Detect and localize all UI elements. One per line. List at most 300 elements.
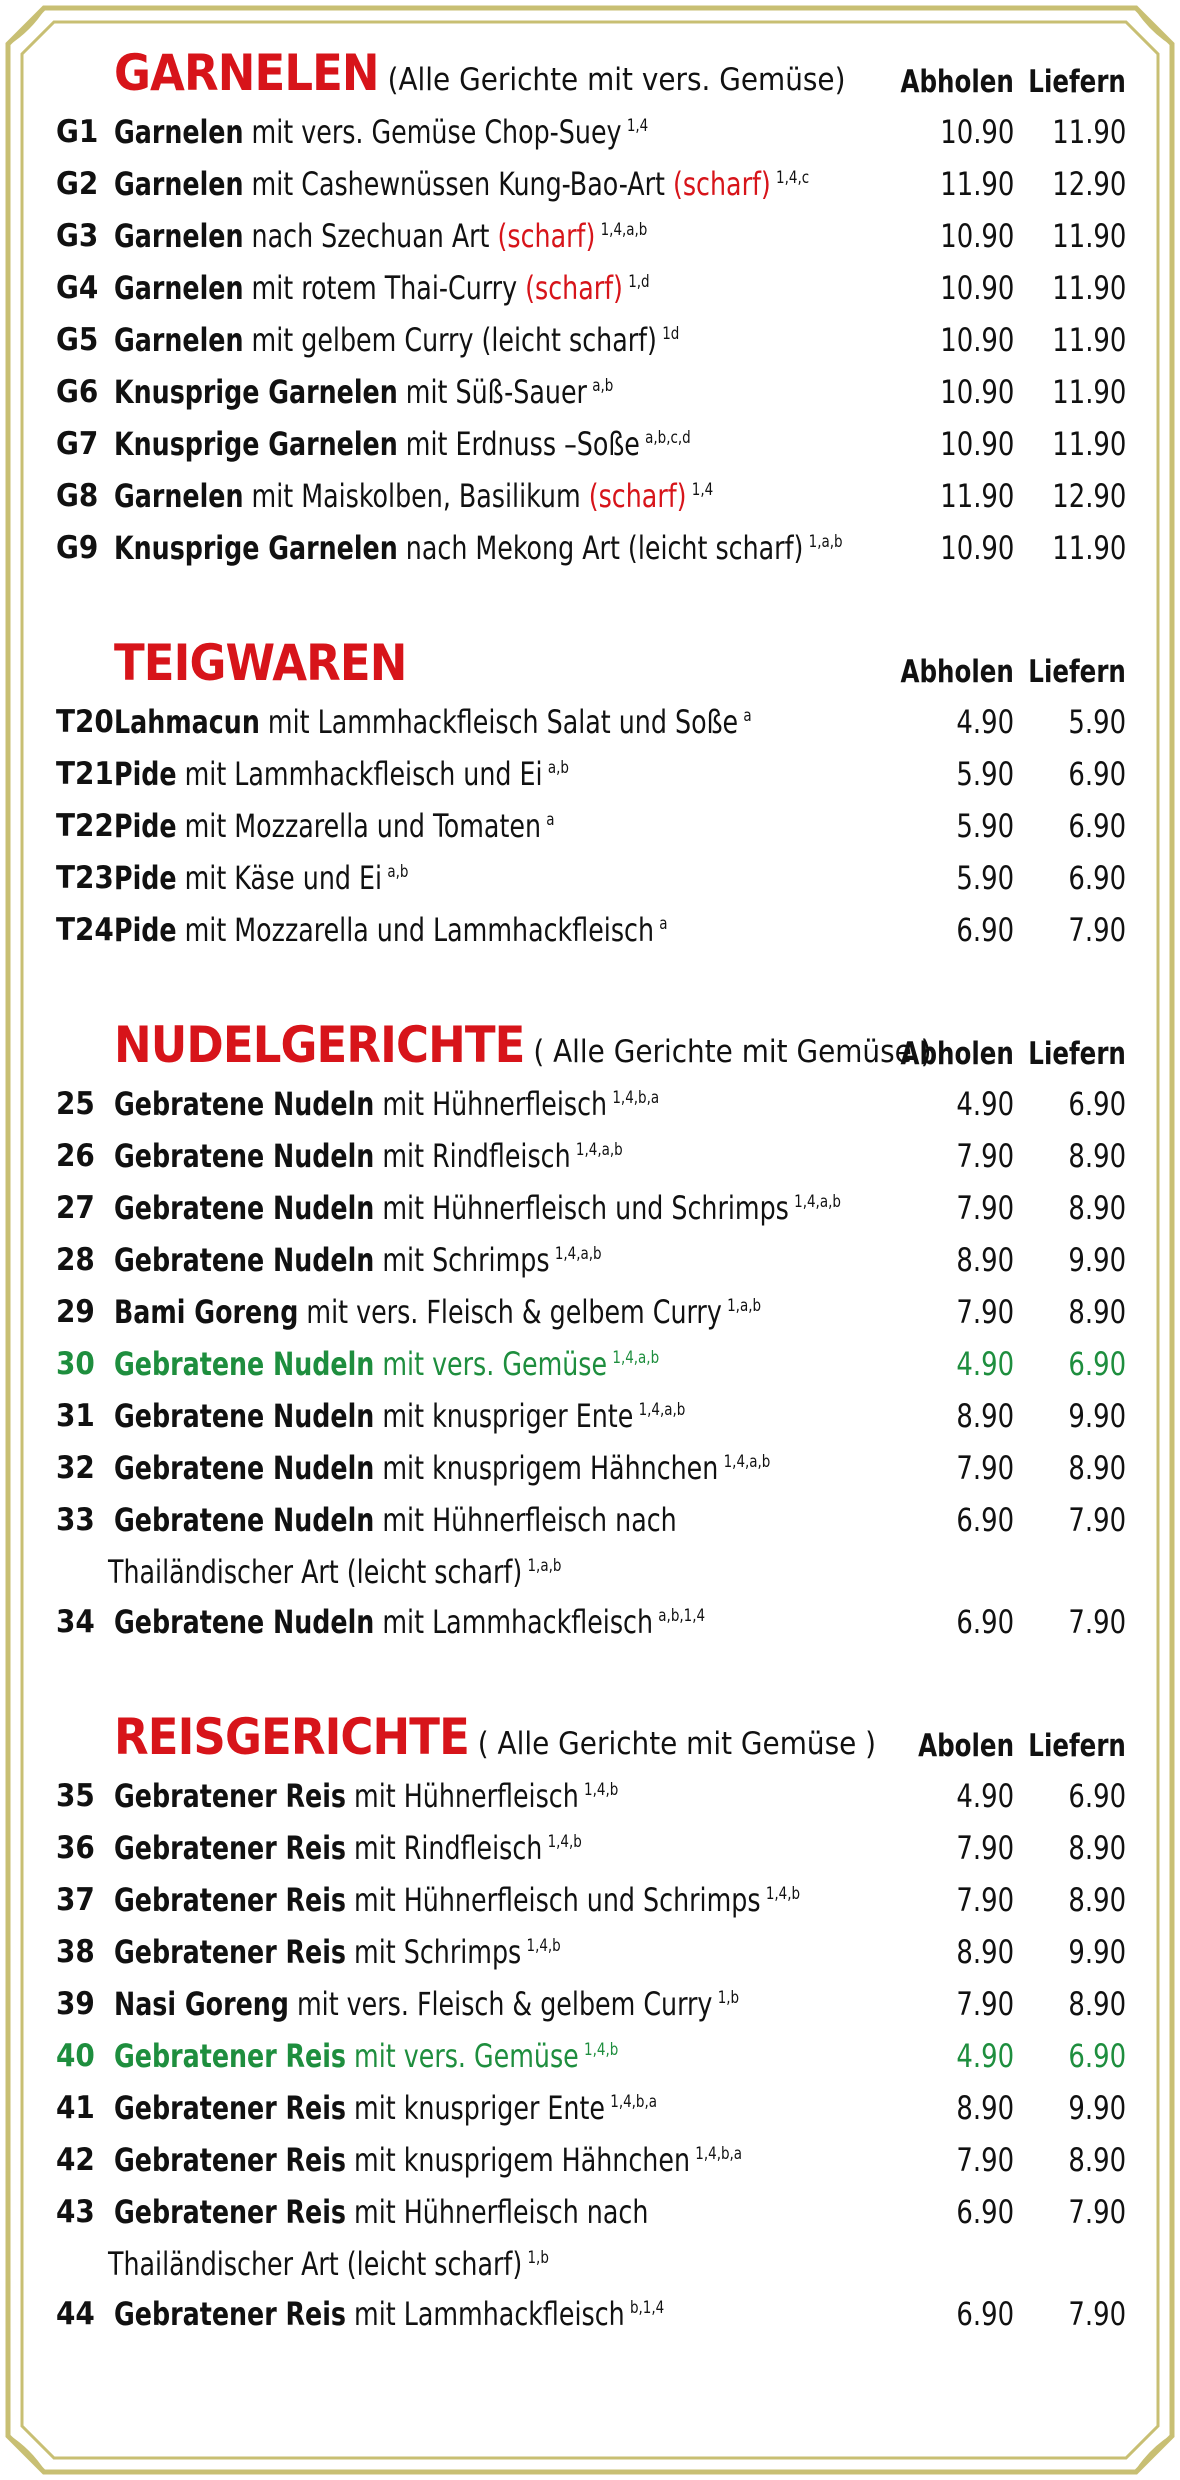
menu-item bbox=[56, 366, 1126, 418]
price-delivery: 9.90 bbox=[1068, 1933, 1126, 1971]
item-code: T23 bbox=[56, 860, 114, 896]
item-name: Bami Goreng bbox=[114, 1293, 299, 1331]
menu-item bbox=[56, 1182, 1126, 1234]
item-name: Gebratene Nudeln bbox=[114, 1449, 375, 1487]
item-code: 38 bbox=[56, 1934, 95, 1970]
item-name: Knusprige Garnelen bbox=[114, 425, 398, 463]
item-description bbox=[114, 1234, 602, 1286]
price-delivery: 8.90 bbox=[1068, 1293, 1126, 1331]
price-delivery: 8.90 bbox=[1068, 1189, 1126, 1227]
item-description bbox=[114, 1978, 739, 2030]
price-delivery: 6.90 bbox=[1068, 2037, 1126, 2075]
item-name: Nasi Goreng bbox=[114, 1985, 289, 2023]
menu-section bbox=[56, 36, 1126, 574]
menu-section bbox=[56, 1700, 1126, 2340]
column-header-delivery: Liefern bbox=[1028, 64, 1126, 100]
allergen-codes: 1,4,b,a bbox=[610, 2092, 658, 2112]
price-pickup: 7.90 bbox=[956, 1137, 1014, 1175]
item-name: Garnelen bbox=[114, 321, 244, 359]
menu-item bbox=[56, 418, 1126, 470]
item-text: mit Rindfleisch bbox=[374, 1137, 571, 1175]
item-description bbox=[114, 366, 613, 418]
item-name: Gebratene Nudeln bbox=[114, 1241, 375, 1279]
item-name: Gebratene Nudeln bbox=[114, 1189, 375, 1227]
price-delivery: 8.90 bbox=[1068, 1829, 1126, 1867]
item-description bbox=[114, 2082, 657, 2134]
menu-item bbox=[56, 852, 1126, 904]
item-description bbox=[114, 1494, 677, 1546]
item-text: mit rotem Thai-Curry bbox=[243, 269, 526, 307]
item-code: G9 bbox=[56, 530, 99, 566]
item-description bbox=[114, 1182, 841, 1234]
price-pickup: 10.90 bbox=[939, 373, 1014, 411]
allergen-codes: 1,a,b bbox=[527, 1556, 562, 1576]
item-description-continued bbox=[108, 1546, 561, 1598]
column-header-pickup: Abholen bbox=[900, 64, 1014, 100]
allergen-codes: 1,4,a,b bbox=[723, 1452, 771, 1472]
spicy-label: (scharf) bbox=[672, 165, 771, 203]
item-text: mit Hühnerfleisch nach bbox=[374, 1501, 677, 1539]
menu-item bbox=[56, 2134, 1126, 2186]
price-pickup: 6.90 bbox=[956, 911, 1014, 949]
item-code: 33 bbox=[56, 1502, 95, 1538]
section-header bbox=[56, 1008, 1126, 1078]
price-delivery: 11.90 bbox=[1051, 529, 1126, 567]
item-description bbox=[114, 1442, 770, 1494]
price-pickup: 8.90 bbox=[956, 1397, 1014, 1435]
menu-item bbox=[56, 1390, 1126, 1442]
price-delivery: 7.90 bbox=[1068, 2295, 1126, 2333]
price-delivery: 6.90 bbox=[1068, 1777, 1126, 1815]
item-description bbox=[114, 2030, 618, 2082]
menu-item bbox=[56, 1978, 1126, 2030]
item-code: 42 bbox=[56, 2142, 95, 2178]
allergen-codes: 1,4,b bbox=[765, 1884, 801, 1904]
allergen-codes: a,b bbox=[592, 376, 614, 396]
section-note: ( Alle Gerichte mit Gemüse ) bbox=[524, 1034, 932, 1070]
menu-item bbox=[56, 106, 1126, 158]
allergen-codes: 1,4,b bbox=[526, 1936, 561, 1956]
item-description bbox=[114, 1130, 623, 1182]
item-text: mit Hühnerfleisch bbox=[346, 1777, 579, 1815]
price-delivery: 11.90 bbox=[1051, 321, 1126, 359]
price-pickup: 7.90 bbox=[956, 1829, 1014, 1867]
column-header-pickup: Abolen bbox=[918, 1728, 1014, 1764]
allergen-codes: 1,4,b bbox=[584, 1780, 619, 1800]
allergen-codes: 1,a,b bbox=[808, 532, 843, 552]
section-title-text: REISGERICHTE bbox=[114, 1708, 469, 1766]
item-text: mit knuspriger Ente bbox=[374, 1397, 634, 1435]
price-pickup: 6.90 bbox=[956, 1501, 1014, 1539]
item-name: Gebratener Reis bbox=[114, 2193, 347, 2231]
price-pickup: 10.90 bbox=[939, 217, 1014, 255]
allergen-codes: 1d bbox=[662, 324, 680, 344]
menu-item bbox=[56, 1770, 1126, 1822]
menu-item bbox=[56, 1874, 1126, 1926]
item-name: Garnelen bbox=[114, 269, 244, 307]
item-code: G8 bbox=[56, 478, 99, 514]
price-delivery: 11.90 bbox=[1051, 425, 1126, 463]
menu-item bbox=[56, 696, 1126, 748]
price-pickup: 6.90 bbox=[956, 2193, 1014, 2231]
section-header bbox=[56, 1700, 1126, 1770]
allergen-codes: 1,4 bbox=[626, 116, 649, 136]
item-text: mit vers. Gemüse Chop-Suey bbox=[243, 113, 622, 151]
section-title bbox=[114, 634, 407, 692]
allergen-codes: 1,4,b bbox=[584, 2040, 619, 2060]
menu-section bbox=[56, 1008, 1126, 1648]
item-text: mit Hühnerfleisch nach bbox=[346, 2193, 649, 2231]
price-delivery: 8.90 bbox=[1068, 1985, 1126, 2023]
item-text: mit Käse und Ei bbox=[176, 859, 383, 897]
item-text: mit Maiskolben, Basilikum bbox=[243, 477, 589, 515]
item-code: 25 bbox=[56, 1086, 95, 1122]
item-code: 28 bbox=[56, 1242, 95, 1278]
price-pickup: 4.90 bbox=[956, 2037, 1014, 2075]
item-code: 41 bbox=[56, 2090, 95, 2126]
menu-item bbox=[56, 1078, 1126, 1130]
menu-item bbox=[56, 1926, 1126, 1978]
item-description bbox=[114, 2186, 648, 2238]
price-delivery: 12.90 bbox=[1051, 165, 1126, 203]
item-text: mit Erdnuss –Soße bbox=[397, 425, 640, 463]
item-text: mit knuspriger Ente bbox=[346, 2089, 605, 2127]
item-code: 29 bbox=[56, 1294, 95, 1330]
item-name: Gebratene Nudeln bbox=[114, 1137, 375, 1175]
menu-item bbox=[56, 1234, 1126, 1286]
allergen-codes: 1,4,a,b bbox=[600, 220, 648, 240]
item-name: Pide bbox=[114, 807, 177, 845]
allergen-codes: 1,b bbox=[527, 2248, 549, 2268]
price-pickup: 7.90 bbox=[956, 1985, 1014, 2023]
item-description bbox=[114, 696, 752, 748]
allergen-codes: a bbox=[659, 914, 668, 934]
item-description bbox=[114, 1078, 659, 1130]
item-description bbox=[114, 904, 668, 956]
item-name: Gebratene Nudeln bbox=[114, 1603, 375, 1641]
price-pickup: 5.90 bbox=[956, 859, 1014, 897]
price-delivery: 6.90 bbox=[1068, 1345, 1126, 1383]
item-code: G1 bbox=[56, 114, 99, 150]
item-description bbox=[114, 1390, 685, 1442]
item-name: Lahmacun bbox=[114, 703, 260, 741]
allergen-codes: b,1,4 bbox=[629, 2298, 665, 2318]
price-delivery: 6.90 bbox=[1068, 755, 1126, 793]
menu-item bbox=[56, 470, 1126, 522]
item-code: 43 bbox=[56, 2194, 95, 2230]
spicy-label: (scharf) bbox=[497, 217, 596, 255]
item-name: Garnelen bbox=[114, 217, 244, 255]
item-text: Thailändischer Art (leicht scharf) bbox=[108, 1553, 523, 1591]
menu-item bbox=[56, 1338, 1126, 1390]
item-text: mit Cashewnüssen Kung-Bao-Art bbox=[243, 165, 673, 203]
section-title bbox=[114, 1708, 876, 1766]
price-pickup: 6.90 bbox=[956, 2295, 1014, 2333]
item-code: 34 bbox=[56, 1604, 95, 1640]
item-text: nach Mekong Art (leicht scharf) bbox=[397, 529, 804, 567]
menu-item bbox=[56, 262, 1126, 314]
item-text: mit Mozzarella und Tomaten bbox=[176, 807, 542, 845]
allergen-codes: a,b,c,d bbox=[645, 428, 691, 448]
allergen-codes: a,b bbox=[547, 758, 569, 778]
spicy-label: (scharf) bbox=[588, 477, 687, 515]
item-description bbox=[114, 800, 555, 852]
item-description-continued bbox=[108, 2238, 549, 2290]
menu-item bbox=[56, 158, 1126, 210]
allergen-codes: 1,a,b bbox=[727, 1296, 762, 1316]
item-description bbox=[114, 2288, 664, 2340]
item-name: Gebratene Nudeln bbox=[114, 1345, 375, 1383]
price-pickup: 11.90 bbox=[939, 477, 1014, 515]
item-code: 36 bbox=[56, 1830, 95, 1866]
section-header bbox=[56, 36, 1126, 106]
item-text: mit Hühnerfleisch und Schrimps bbox=[346, 1881, 761, 1919]
menu-item bbox=[56, 1596, 1126, 1648]
item-description bbox=[114, 1770, 618, 1822]
price-pickup: 6.90 bbox=[956, 1603, 1014, 1641]
item-code: G4 bbox=[56, 270, 99, 306]
price-delivery: 9.90 bbox=[1068, 2089, 1126, 2127]
item-name: Gebratener Reis bbox=[114, 1829, 347, 1867]
allergen-codes: 1,4,a,b bbox=[638, 1400, 686, 1420]
section-title bbox=[114, 1016, 932, 1074]
price-delivery: 11.90 bbox=[1051, 269, 1126, 307]
price-pickup: 11.90 bbox=[939, 165, 1014, 203]
price-pickup: 7.90 bbox=[956, 1293, 1014, 1331]
item-code: G3 bbox=[56, 218, 99, 254]
menu-item bbox=[56, 2186, 1126, 2238]
item-text: mit Lammhackfleisch Salat und Soße bbox=[259, 703, 739, 741]
menu-item bbox=[56, 210, 1126, 262]
price-delivery: 7.90 bbox=[1068, 1603, 1126, 1641]
price-delivery: 9.90 bbox=[1068, 1397, 1126, 1435]
price-delivery: 5.90 bbox=[1068, 703, 1126, 741]
item-text: mit Hühnerfleisch bbox=[374, 1085, 608, 1123]
item-code: 35 bbox=[56, 1778, 95, 1814]
item-name: Gebratene Nudeln bbox=[114, 1501, 375, 1539]
item-description bbox=[114, 1874, 800, 1926]
item-name: Gebratener Reis bbox=[114, 1933, 347, 1971]
item-code: 32 bbox=[56, 1450, 95, 1486]
price-pickup: 8.90 bbox=[956, 1241, 1014, 1279]
item-code: 40 bbox=[56, 2038, 95, 2074]
item-code: 39 bbox=[56, 1986, 95, 2022]
price-delivery: 9.90 bbox=[1068, 1241, 1126, 1279]
item-description bbox=[114, 158, 809, 210]
item-description bbox=[114, 470, 713, 522]
item-name: Gebratener Reis bbox=[114, 1777, 347, 1815]
allergen-codes: 1,4,b,a bbox=[612, 1088, 660, 1108]
price-delivery: 6.90 bbox=[1068, 859, 1126, 897]
item-text: mit Schrimps bbox=[374, 1241, 550, 1279]
item-text: nach Szechuan Art bbox=[243, 217, 498, 255]
item-text: mit Lammhackfleisch und Ei bbox=[176, 755, 543, 793]
menu-content bbox=[56, 36, 1126, 2392]
item-description bbox=[114, 1822, 582, 1874]
price-pickup: 4.90 bbox=[956, 703, 1014, 741]
item-text: mit knusprigem Hähnchen bbox=[346, 2141, 691, 2179]
price-delivery: 12.90 bbox=[1051, 477, 1126, 515]
item-text: mit Schrimps bbox=[346, 1933, 522, 1971]
price-delivery: 11.90 bbox=[1051, 217, 1126, 255]
price-delivery: 8.90 bbox=[1068, 2141, 1126, 2179]
allergen-codes: 1,4 bbox=[691, 480, 714, 500]
allergen-codes: 1,4,a,b bbox=[554, 1244, 602, 1264]
allergen-codes: 1,4,b bbox=[547, 1832, 582, 1852]
item-name: Garnelen bbox=[114, 165, 244, 203]
price-delivery: 7.90 bbox=[1068, 911, 1126, 949]
allergen-codes: 1,4,a,b bbox=[575, 1140, 623, 1160]
item-code: G7 bbox=[56, 426, 99, 462]
item-description bbox=[114, 852, 408, 904]
item-code: G2 bbox=[56, 166, 99, 202]
price-pickup: 7.90 bbox=[956, 1449, 1014, 1487]
price-pickup: 8.90 bbox=[956, 1933, 1014, 1971]
item-text: mit Mozzarella und Lammhackfleisch bbox=[176, 911, 655, 949]
item-description bbox=[114, 262, 650, 314]
price-pickup: 10.90 bbox=[939, 425, 1014, 463]
item-code: G6 bbox=[56, 374, 99, 410]
item-name: Pide bbox=[114, 859, 177, 897]
item-code: 27 bbox=[56, 1190, 95, 1226]
item-name: Knusprige Garnelen bbox=[114, 373, 398, 411]
price-delivery: 8.90 bbox=[1068, 1449, 1126, 1487]
price-delivery: 11.90 bbox=[1051, 113, 1126, 151]
item-name: Gebratener Reis bbox=[114, 1881, 347, 1919]
price-pickup: 7.90 bbox=[956, 1881, 1014, 1919]
item-description bbox=[114, 210, 647, 262]
item-text: mit gelbem Curry (leicht scharf) bbox=[243, 321, 657, 359]
item-code: T20 bbox=[56, 704, 114, 740]
column-header-pickup: Abholen bbox=[900, 1036, 1014, 1072]
price-delivery: 8.90 bbox=[1068, 1137, 1126, 1175]
item-code: 30 bbox=[56, 1346, 95, 1382]
item-name: Garnelen bbox=[114, 477, 244, 515]
item-text: mit Lammhackfleisch bbox=[346, 2295, 625, 2333]
item-code: T21 bbox=[56, 756, 114, 792]
section-header bbox=[56, 626, 1126, 696]
item-text: Thailändischer Art (leicht scharf) bbox=[108, 2245, 523, 2283]
menu-item bbox=[56, 748, 1126, 800]
section-title-text: TEIGWAREN bbox=[114, 634, 407, 692]
item-text: mit Hühnerfleisch und Schrimps bbox=[374, 1189, 789, 1227]
item-text: mit vers. Fleisch & gelbem Curry bbox=[288, 1985, 713, 2023]
price-pickup: 5.90 bbox=[956, 755, 1014, 793]
item-description bbox=[114, 418, 691, 470]
spicy-label: (scharf) bbox=[525, 269, 623, 307]
allergen-codes: a,b,1,4 bbox=[658, 1606, 706, 1626]
allergen-codes: 1,4,b,a bbox=[695, 2144, 743, 2164]
item-description bbox=[114, 1926, 561, 1978]
allergen-codes: a bbox=[546, 810, 555, 830]
item-code: 44 bbox=[56, 2296, 95, 2332]
price-pickup: 10.90 bbox=[939, 321, 1014, 359]
price-pickup: 5.90 bbox=[956, 807, 1014, 845]
price-delivery: 8.90 bbox=[1068, 1881, 1126, 1919]
menu-item bbox=[56, 904, 1126, 956]
allergen-codes: a,b bbox=[387, 862, 409, 882]
item-code: 31 bbox=[56, 1398, 95, 1434]
item-name: Pide bbox=[114, 755, 177, 793]
menu-item bbox=[56, 2288, 1126, 2340]
allergen-codes: 1,4,a,b bbox=[612, 1348, 660, 1368]
item-text: mit vers. Gemüse bbox=[374, 1345, 608, 1383]
section-title-text: NUDELGERICHTE bbox=[114, 1016, 525, 1074]
item-code: T24 bbox=[56, 912, 114, 948]
allergen-codes: 1,b bbox=[717, 1988, 740, 2008]
item-name: Pide bbox=[114, 911, 177, 949]
item-text: mit vers. Fleisch & gelbem Curry bbox=[298, 1293, 722, 1331]
menu-item-continuation bbox=[56, 2238, 1126, 2288]
price-pickup: 4.90 bbox=[956, 1085, 1014, 1123]
price-pickup: 4.90 bbox=[956, 1345, 1014, 1383]
item-name: Gebratene Nudeln bbox=[114, 1397, 375, 1435]
menu-item bbox=[56, 1286, 1126, 1338]
item-name: Gebratener Reis bbox=[114, 2037, 347, 2075]
price-delivery: 6.90 bbox=[1068, 807, 1126, 845]
column-header-delivery: Liefern bbox=[1028, 1728, 1126, 1764]
menu-item-continuation bbox=[56, 1546, 1126, 1596]
menu-item bbox=[56, 800, 1126, 852]
item-code: T22 bbox=[56, 808, 114, 844]
menu-item bbox=[56, 314, 1126, 366]
item-code: 26 bbox=[56, 1138, 95, 1174]
price-delivery: 11.90 bbox=[1051, 373, 1126, 411]
menu-item bbox=[56, 522, 1126, 574]
price-pickup: 10.90 bbox=[939, 269, 1014, 307]
section-note: ( Alle Gerichte mit Gemüse ) bbox=[468, 1726, 877, 1762]
item-name: Gebratener Reis bbox=[114, 2295, 347, 2333]
item-description bbox=[114, 522, 843, 574]
price-pickup: 4.90 bbox=[956, 1777, 1014, 1815]
menu-item bbox=[56, 2030, 1126, 2082]
price-pickup: 8.90 bbox=[956, 2089, 1014, 2127]
menu-item bbox=[56, 1494, 1126, 1546]
price-delivery: 7.90 bbox=[1068, 2193, 1126, 2231]
item-text: mit knusprigem Hähnchen bbox=[374, 1449, 719, 1487]
item-description bbox=[114, 2134, 742, 2186]
item-description bbox=[114, 106, 648, 158]
item-description bbox=[114, 1596, 705, 1648]
item-description bbox=[114, 1286, 761, 1338]
item-text: mit Süß-Sauer bbox=[397, 373, 587, 411]
price-pickup: 7.90 bbox=[956, 1189, 1014, 1227]
item-name: Garnelen bbox=[114, 113, 244, 151]
allergen-codes: 1,4,a,b bbox=[794, 1192, 841, 1212]
item-description bbox=[114, 1338, 659, 1390]
item-text: mit Lammhackfleisch bbox=[374, 1603, 654, 1641]
item-name: Gebratene Nudeln bbox=[114, 1085, 375, 1123]
menu-item bbox=[56, 1130, 1126, 1182]
section-note: (Alle Gerichte mit vers. Gemüse) bbox=[378, 62, 846, 98]
item-code: G5 bbox=[56, 322, 99, 358]
price-pickup: 10.90 bbox=[939, 529, 1014, 567]
menu-section bbox=[56, 626, 1126, 956]
item-text: mit Rindfleisch bbox=[346, 1829, 543, 1867]
item-description bbox=[114, 314, 679, 366]
price-delivery: 7.90 bbox=[1068, 1501, 1126, 1539]
item-description bbox=[114, 748, 569, 800]
allergen-codes: a bbox=[743, 706, 752, 726]
allergen-codes: 1,4,c bbox=[776, 168, 810, 188]
section-title-text: GARNELEN bbox=[114, 44, 379, 102]
item-text: mit vers. Gemüse bbox=[346, 2037, 579, 2075]
menu-item bbox=[56, 2082, 1126, 2134]
item-name: Gebratener Reis bbox=[114, 2141, 347, 2179]
price-pickup: 10.90 bbox=[939, 113, 1014, 151]
column-header-pickup: Abholen bbox=[900, 654, 1014, 690]
column-header-delivery: Liefern bbox=[1028, 1036, 1126, 1072]
